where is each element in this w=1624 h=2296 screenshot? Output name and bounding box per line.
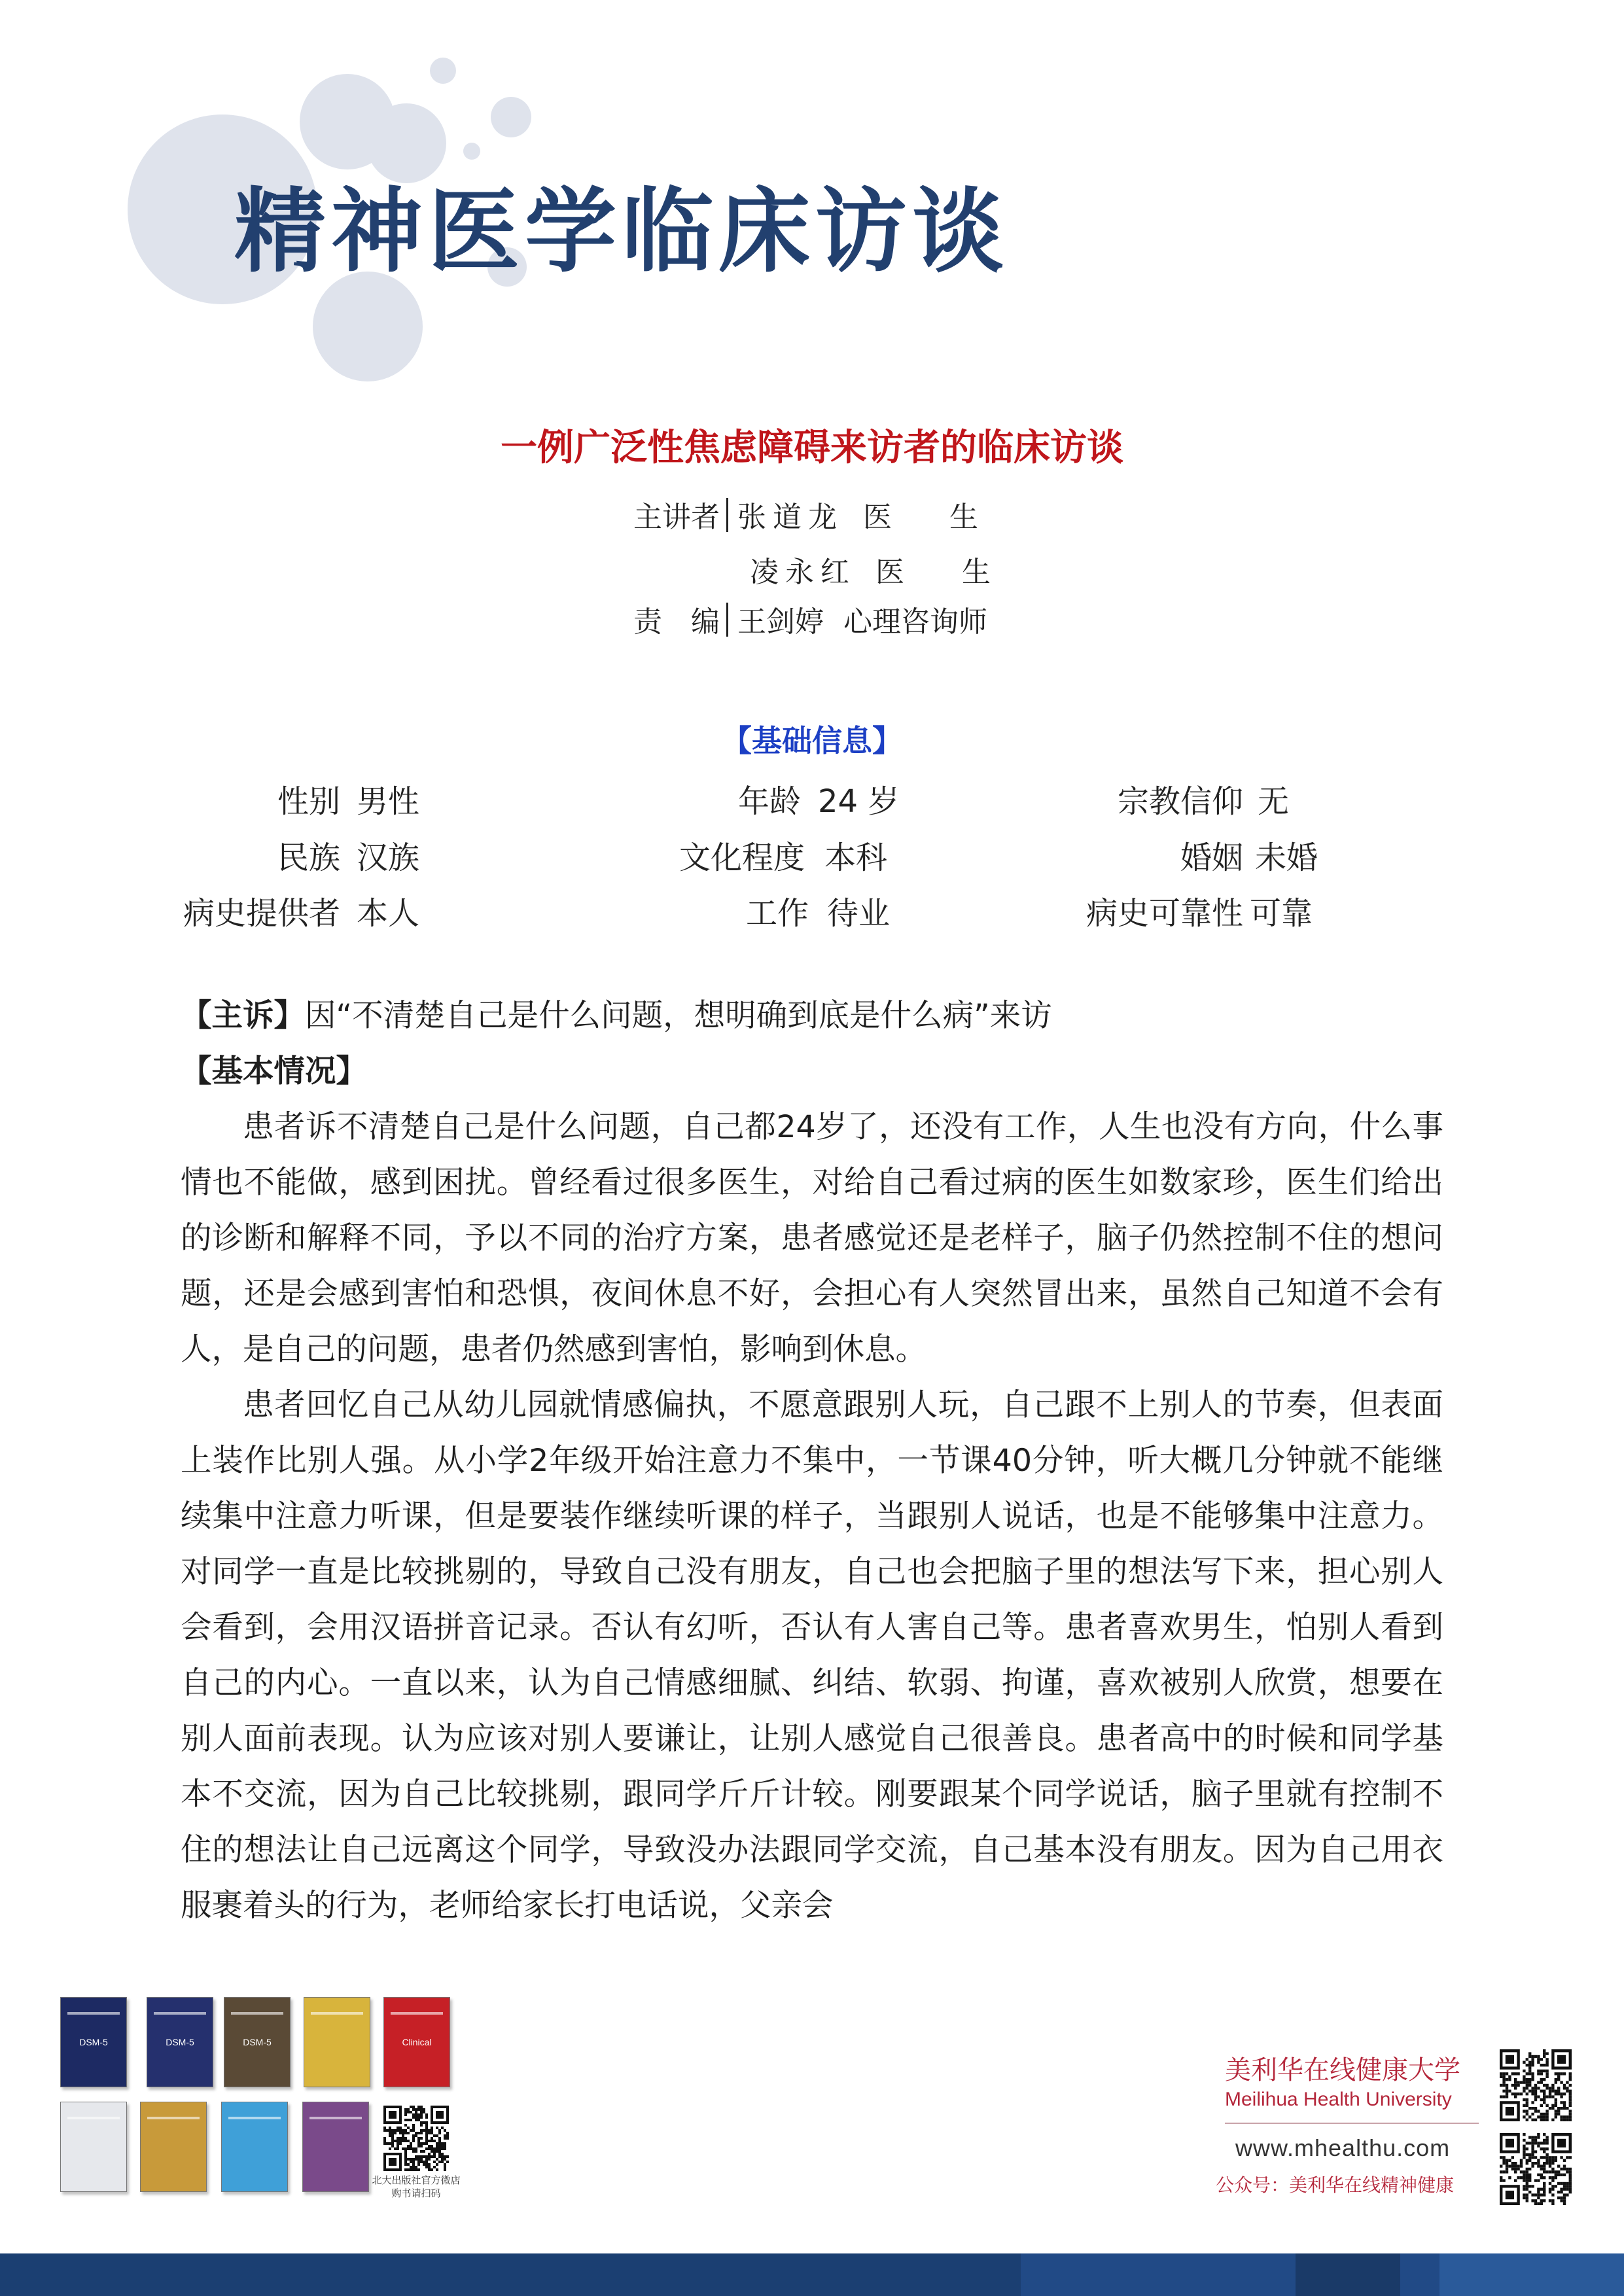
- info-label: 婚姻: [1180, 839, 1243, 876]
- wechat-account-label: 公众号：美利华在线精神健康: [1216, 2174, 1455, 2196]
- info-value: 本人: [357, 895, 420, 932]
- decor-circle: [463, 143, 480, 160]
- bookshop-qr-caption: 北大出版社官方微店 购书请扫码: [372, 2174, 461, 2199]
- info-label: 年龄: [737, 783, 801, 820]
- info-value: 汉族: [357, 839, 420, 876]
- info-label: 宗教信仰: [1117, 783, 1243, 820]
- bookshop-qr-code[interactable]: [383, 2106, 449, 2171]
- editor-credit: [633, 598, 987, 640]
- masthead-title: 精神医学临床访谈: [234, 179, 1010, 285]
- decor-circle: [430, 58, 456, 84]
- info-value: 无: [1258, 783, 1290, 820]
- cover-stripe: [391, 2012, 443, 2015]
- basic-info-heading: 【基础信息】: [722, 723, 902, 758]
- cover-stripe: [311, 2012, 363, 2015]
- presenter-title: 医 生: [863, 501, 978, 534]
- footer-band: [0, 2253, 1624, 2296]
- cover-stripe: [147, 2117, 200, 2119]
- info-value: 本科: [824, 839, 888, 876]
- book-cover-text: DSM-5: [243, 2037, 272, 2047]
- cover-stripe: [228, 2117, 281, 2119]
- info-value: 未婚: [1255, 839, 1318, 876]
- cover-stripe: [67, 2117, 120, 2119]
- history-heading: 【基本情况】: [181, 1053, 367, 1089]
- book-cover[interactable]: [221, 2102, 288, 2192]
- info-label: 病史提供者: [183, 895, 340, 932]
- credit-divider: [726, 603, 728, 637]
- book-cover[interactable]: [60, 2102, 127, 2192]
- presenter-credit: [633, 493, 978, 535]
- university-website-link[interactable]: www.mhealthu.com: [1235, 2134, 1451, 2161]
- university-name-en: Meilihua Health University: [1225, 2089, 1452, 2110]
- cover-stripe: [67, 2012, 120, 2015]
- presenter-name: 张道龙: [737, 501, 843, 534]
- presenter-title: 医 生: [875, 556, 991, 589]
- decor-circle: [491, 97, 531, 137]
- info-value: 24 岁: [818, 783, 900, 820]
- presenters-label: 主讲者: [633, 501, 720, 534]
- chief-complaint-label: 【主诉】: [181, 998, 305, 1034]
- history-paragraph: 患者诉不清楚自己是什么问题，自己都24岁了，还没有工作，人生也没有方向，什么事情也不能做，感到困扰。曾经看过很多医生，对给自己看过病的医生如数家珍，医生们给出的诊断和解释不同，予以不同的治疗方案，患者感觉还是老样子，脑子仍然控制不住的想问题，还是会感到害怕和恐惧，夜间休息不好，会担心有人突然冒出来，虽然自己知道不会有人，是自己的问题，患者仍然感到害怕，影响到休息。: [181, 1109, 1443, 1368]
- history-paragraph: 患者回忆自己从幼儿园就情感偏执，不愿意跟别人玩，自己跟不上别人的节奏，但表面上装作比别人强。从小学2年级开始注意力不集中，一节课40分钟，听大概几分钟就不能继续集中注意力听课，但是要装作继续听课的样子，当跟别人说话，也是不能够集中注意力。对同学一直是比较挑剔的，导致自己没有朋友，自己也会把脑子里的想法写下来，担心别人会看到，会用汉语拼音记录。否认有幻听，否认有人害自己等。患者喜欢男生，怕别人看到自己的内心。一直以来，认为自己情感细腻、纠结、软弱、拘谨，喜欢被别人欣赏，想要在别人面前表现。认为应该对别人要谦让，让别人感觉自己很善良。患者高中的时候和同学基本不交流，因为自己比较挑剔，跟同学斤斤计较。刚要跟某个同学说话，脑子里就有控制不住的想法让自己远离这个同学，导致没办法跟同学交流，自己基本没有朋友。因为自己用衣服裹着头的行为，老师给家长打电话说，父亲会: [181, 1387, 1443, 1924]
- info-label: 性别: [277, 783, 340, 820]
- info-label: 工作: [745, 895, 809, 932]
- book-cover[interactable]: [60, 1997, 127, 2087]
- presenter-name: 凌永红: [750, 556, 856, 589]
- cover-stripe: [231, 2012, 283, 2015]
- info-value: 待业: [827, 895, 891, 932]
- case-body: [181, 988, 1443, 1934]
- book-cover-text: DSM-5: [166, 2037, 194, 2047]
- info-label: 民族: [277, 839, 340, 876]
- book-cover[interactable]: [383, 1997, 450, 2087]
- chief-complaint: [181, 988, 1443, 1044]
- credit-divider: [726, 498, 728, 532]
- book-cover-text: DSM-5: [79, 2037, 108, 2047]
- university-name-cn: 美利华在线健康大学: [1225, 2055, 1460, 2085]
- cover-stripe: [154, 2012, 206, 2015]
- wechat-qr-code[interactable]: [1500, 2133, 1572, 2205]
- book-cover[interactable]: [302, 2102, 369, 2192]
- branding-divider: [1225, 2123, 1479, 2124]
- article-title: 一例广泛性焦虑障碍来访者的临床访谈: [501, 427, 1123, 469]
- info-value: 可靠: [1250, 895, 1313, 932]
- info-value: 男性: [357, 783, 420, 820]
- info-label: 文化程度: [679, 839, 805, 876]
- presenter-credit: [750, 548, 991, 590]
- editor-title: 心理咨询师: [843, 605, 987, 639]
- editor-label: 责 编: [633, 605, 720, 639]
- editor-name: 王剑婷: [737, 605, 824, 639]
- book-cover[interactable]: [224, 1997, 291, 2087]
- book-cover-text: Clinical: [402, 2037, 432, 2047]
- university-qr-code[interactable]: [1500, 2049, 1572, 2121]
- cover-stripe: [309, 2117, 362, 2119]
- book-cover[interactable]: [140, 2102, 207, 2192]
- book-cover[interactable]: [147, 1997, 213, 2087]
- chief-complaint-text: 因“不清楚自己是什么问题，想明确到底是什么病”来访: [305, 998, 1052, 1034]
- info-label: 病史可靠性: [1086, 895, 1243, 932]
- book-cover[interactable]: [304, 1997, 370, 2087]
